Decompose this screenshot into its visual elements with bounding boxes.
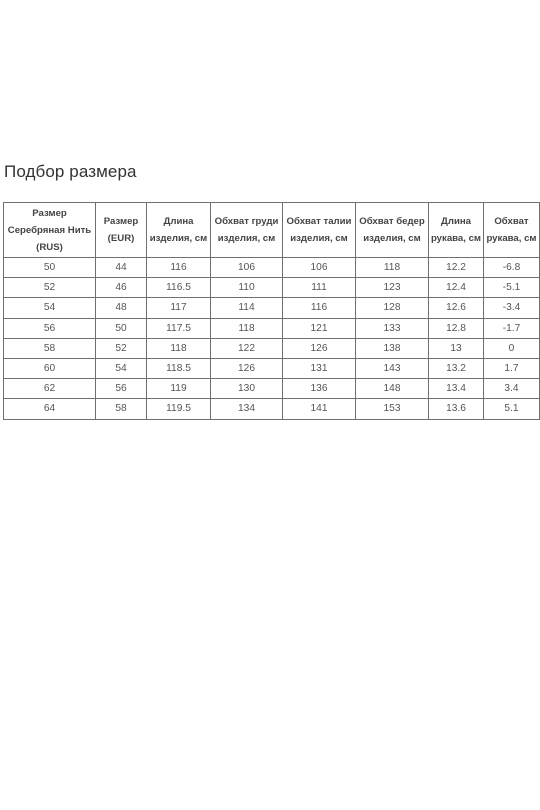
- table-cell: 48: [96, 298, 147, 318]
- table-cell: 12.4: [429, 278, 484, 298]
- table-cell: 116: [283, 298, 356, 318]
- table-cell: -3.4: [484, 298, 540, 318]
- table-cell: 1.7: [484, 358, 540, 378]
- table-cell: 64: [4, 399, 96, 419]
- table-row: [4, 358, 540, 378]
- header-cell-sleeve-girth: Обхват рукава, см: [484, 203, 540, 258]
- table-cell: -1.7: [484, 318, 540, 338]
- table-cell: 128: [356, 298, 429, 318]
- table-cell: 54: [96, 358, 147, 378]
- table-cell: -6.8: [484, 258, 540, 278]
- table-cell: 133: [356, 318, 429, 338]
- table-cell: 44: [96, 258, 147, 278]
- table-cell: 136: [283, 379, 356, 399]
- size-chart-table: [3, 202, 540, 420]
- table-cell: 119.5: [147, 399, 211, 419]
- table-cell: 58: [96, 399, 147, 419]
- header-cell-chest: Обхват груди изделия, см: [211, 203, 283, 258]
- table-cell: 117: [147, 298, 211, 318]
- table-cell: 131: [283, 358, 356, 378]
- table-header-row: [4, 203, 540, 258]
- table-cell: 118.5: [147, 358, 211, 378]
- table-cell: 62: [4, 379, 96, 399]
- table-cell: 153: [356, 399, 429, 419]
- table-cell: 56: [4, 318, 96, 338]
- header-cell-waist: Обхват талии изделия, см: [283, 203, 356, 258]
- table-row: [4, 399, 540, 419]
- table-cell: 106: [283, 258, 356, 278]
- table-cell: 130: [211, 379, 283, 399]
- table-row: [4, 298, 540, 318]
- table-cell: 119: [147, 379, 211, 399]
- table-cell: 52: [96, 338, 147, 358]
- page-title: Подбор размера: [4, 162, 137, 181]
- table-cell: 114: [211, 298, 283, 318]
- table-cell: 50: [96, 318, 147, 338]
- table-cell: 54: [4, 298, 96, 318]
- header-cell-size-rus: Размер Серебряная Нить (RUS): [4, 203, 96, 258]
- table-cell: 0: [484, 338, 540, 358]
- table-cell: 111: [283, 278, 356, 298]
- table-row: [4, 258, 540, 278]
- header-cell-sleeve-length: Длина рукава, см: [429, 203, 484, 258]
- table-cell: 117.5: [147, 318, 211, 338]
- table-cell: 12.6: [429, 298, 484, 318]
- table-cell: 122: [211, 338, 283, 358]
- table-cell: 58: [4, 338, 96, 358]
- header-cell-size-eur: Размер (EUR): [96, 203, 147, 258]
- table-cell: 12.8: [429, 318, 484, 338]
- table-cell: 50: [4, 258, 96, 278]
- table-cell: 118: [211, 318, 283, 338]
- table-cell: 118: [356, 258, 429, 278]
- table-cell: 13: [429, 338, 484, 358]
- table-cell: 13.4: [429, 379, 484, 399]
- table-cell: -5.1: [484, 278, 540, 298]
- table-cell: 126: [211, 358, 283, 378]
- table-cell: 148: [356, 379, 429, 399]
- table-cell: 138: [356, 338, 429, 358]
- table-cell: 116: [147, 258, 211, 278]
- table-row: [4, 278, 540, 298]
- table-cell: 106: [211, 258, 283, 278]
- table-cell: 13.6: [429, 399, 484, 419]
- table-cell: 60: [4, 358, 96, 378]
- table-row: [4, 318, 540, 338]
- table-cell: 121: [283, 318, 356, 338]
- table-cell: 141: [283, 399, 356, 419]
- table-cell: 46: [96, 278, 147, 298]
- table-cell: 3.4: [484, 379, 540, 399]
- table-cell: 126: [283, 338, 356, 358]
- table-cell: 110: [211, 278, 283, 298]
- table-row: [4, 338, 540, 358]
- header-cell-hips: Обхват бедер изделия, см: [356, 203, 429, 258]
- table-cell: 56: [96, 379, 147, 399]
- table-cell: 123: [356, 278, 429, 298]
- table-cell: 12.2: [429, 258, 484, 278]
- table-cell: 116.5: [147, 278, 211, 298]
- header-cell-length: Длина изделия, см: [147, 203, 211, 258]
- table-cell: 52: [4, 278, 96, 298]
- table-cell: 5.1: [484, 399, 540, 419]
- table-cell: 13.2: [429, 358, 484, 378]
- table-cell: 134: [211, 399, 283, 419]
- table-cell: 118: [147, 338, 211, 358]
- table-cell: 143: [356, 358, 429, 378]
- table-row: [4, 379, 540, 399]
